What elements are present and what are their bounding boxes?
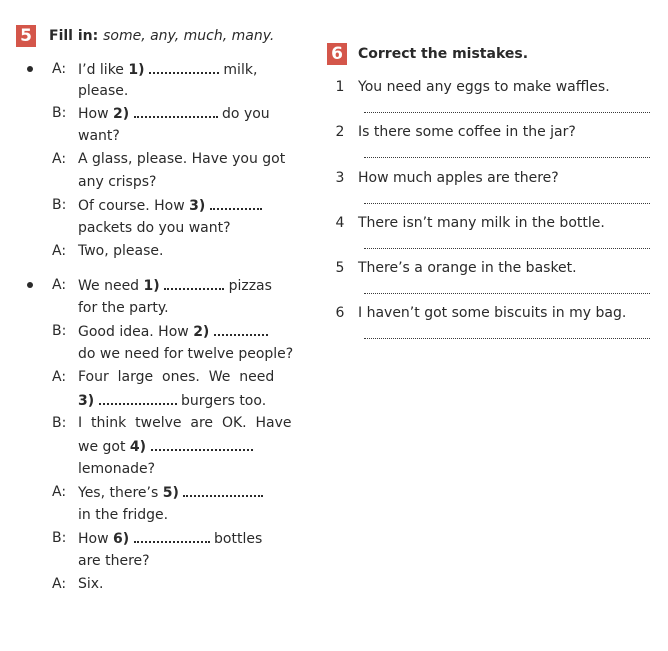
answer-gap[interactable] bbox=[214, 322, 268, 336]
line-text: we got bbox=[78, 439, 126, 455]
answer-line[interactable] bbox=[364, 112, 650, 113]
answer-gap[interactable] bbox=[149, 60, 219, 74]
speaker-label: A: bbox=[52, 277, 67, 293]
dialogue-line: do we need for twelve people? bbox=[78, 346, 294, 362]
gap-number: 2) bbox=[113, 106, 130, 122]
gap-number: 1) bbox=[128, 62, 145, 78]
line-text: Of course. How bbox=[78, 198, 185, 214]
speaker-label: A: bbox=[52, 576, 67, 592]
dialogue-line bbox=[78, 60, 257, 79]
line-text: burgers too. bbox=[181, 393, 267, 409]
gap-number: 2) bbox=[193, 324, 210, 340]
item-number: 6 bbox=[335, 305, 345, 321]
sentence: Is there some coffee in the jar? bbox=[358, 124, 576, 140]
dialogue-line bbox=[78, 437, 253, 456]
sentence: There isn’t many milk in the bottle. bbox=[358, 215, 605, 231]
dialogue-line: any crisps? bbox=[78, 174, 157, 190]
line-text: do you bbox=[222, 106, 270, 122]
gap-number: 4) bbox=[129, 439, 147, 455]
sentence: How much apples are there? bbox=[358, 170, 559, 186]
exercise-6-instruction: Correct the mistakes. bbox=[358, 46, 529, 62]
item-number: 5 bbox=[335, 260, 345, 276]
speaker-label: A: bbox=[52, 484, 67, 500]
line-text: I’d like bbox=[78, 62, 124, 78]
dialogue-line: A glass, please. Have you got bbox=[78, 151, 286, 167]
answer-line[interactable] bbox=[364, 248, 650, 249]
answer-line[interactable] bbox=[364, 293, 650, 294]
answer-gap[interactable] bbox=[183, 483, 263, 497]
answer-gap[interactable] bbox=[134, 104, 218, 118]
dialogue-line bbox=[78, 391, 266, 410]
gap-number: 1) bbox=[143, 278, 160, 294]
dialogue-line: Six. bbox=[78, 576, 104, 592]
sentence: You need any eggs to make waffles. bbox=[358, 79, 610, 95]
speaker-label: A: bbox=[52, 369, 67, 385]
item-number: 2 bbox=[335, 124, 345, 140]
answer-line[interactable] bbox=[364, 203, 650, 204]
dialogue-line: are there? bbox=[78, 553, 150, 569]
gap-number: 5) bbox=[162, 485, 179, 501]
answer-gap[interactable] bbox=[99, 391, 177, 405]
instruction-label: Fill in: bbox=[49, 28, 99, 44]
dialogue-line bbox=[78, 104, 270, 123]
gap-number: 6) bbox=[113, 531, 130, 547]
exercise-5-badge: 5 bbox=[16, 25, 36, 47]
dialogue-line: Four large ones. We need bbox=[78, 369, 275, 385]
item-number: 4 bbox=[335, 215, 345, 231]
dialogue-line bbox=[78, 483, 263, 502]
sentence: There’s a orange in the basket. bbox=[358, 260, 577, 276]
sentence: I haven’t got some biscuits in my bag. bbox=[358, 305, 627, 321]
line-text: How bbox=[78, 106, 109, 122]
exercise-6-badge: 6 bbox=[327, 43, 347, 65]
item-number: 3 bbox=[335, 170, 345, 186]
instruction-words: some, any, much, many. bbox=[103, 28, 275, 44]
item-number: 1 bbox=[335, 79, 345, 95]
dialogue-line bbox=[78, 196, 262, 215]
speaker-label: A: bbox=[52, 243, 67, 259]
dialogue-1-bullet bbox=[27, 66, 33, 72]
exercise-5-instruction bbox=[49, 28, 274, 44]
answer-line[interactable] bbox=[364, 157, 650, 158]
line-text: bottles bbox=[214, 531, 263, 547]
line-text: milk, bbox=[223, 62, 258, 78]
answer-gap[interactable] bbox=[164, 276, 224, 290]
speaker-label: A: bbox=[52, 151, 67, 167]
dialogue-line: in the fridge. bbox=[78, 507, 169, 523]
answer-gap[interactable] bbox=[210, 196, 262, 210]
speaker-label: A: bbox=[52, 61, 67, 77]
dialogue-line bbox=[78, 276, 272, 295]
dialogue-line: for the party. bbox=[78, 300, 169, 316]
dialogue-line: I think twelve are OK. Have bbox=[78, 415, 292, 431]
dialogue-line bbox=[78, 322, 268, 341]
speaker-label: B: bbox=[52, 415, 67, 431]
dialogue-line: Two, please. bbox=[78, 243, 164, 259]
speaker-label: B: bbox=[52, 197, 67, 213]
dialogue-line: want? bbox=[78, 128, 120, 144]
dialogue-line: packets do you want? bbox=[78, 220, 231, 236]
gap-number: 3) bbox=[189, 198, 206, 214]
dialogue-line bbox=[78, 529, 262, 548]
line-text: We need bbox=[78, 278, 140, 294]
answer-line[interactable] bbox=[364, 338, 650, 339]
dialogue-2-bullet bbox=[27, 282, 33, 288]
line-text: How bbox=[78, 531, 109, 547]
line-text: Yes, there’s bbox=[78, 485, 159, 501]
dialogue-line: please. bbox=[78, 83, 129, 99]
dialogue-line: lemonade? bbox=[78, 461, 156, 477]
speaker-label: B: bbox=[52, 530, 67, 546]
line-text: Good idea. How bbox=[78, 324, 189, 340]
answer-gap[interactable] bbox=[134, 529, 210, 543]
line-text: pizzas bbox=[228, 278, 272, 294]
gap-number: 3) bbox=[78, 393, 95, 409]
speaker-label: B: bbox=[52, 105, 67, 121]
answer-gap[interactable] bbox=[151, 437, 253, 451]
speaker-label: B: bbox=[52, 323, 67, 339]
